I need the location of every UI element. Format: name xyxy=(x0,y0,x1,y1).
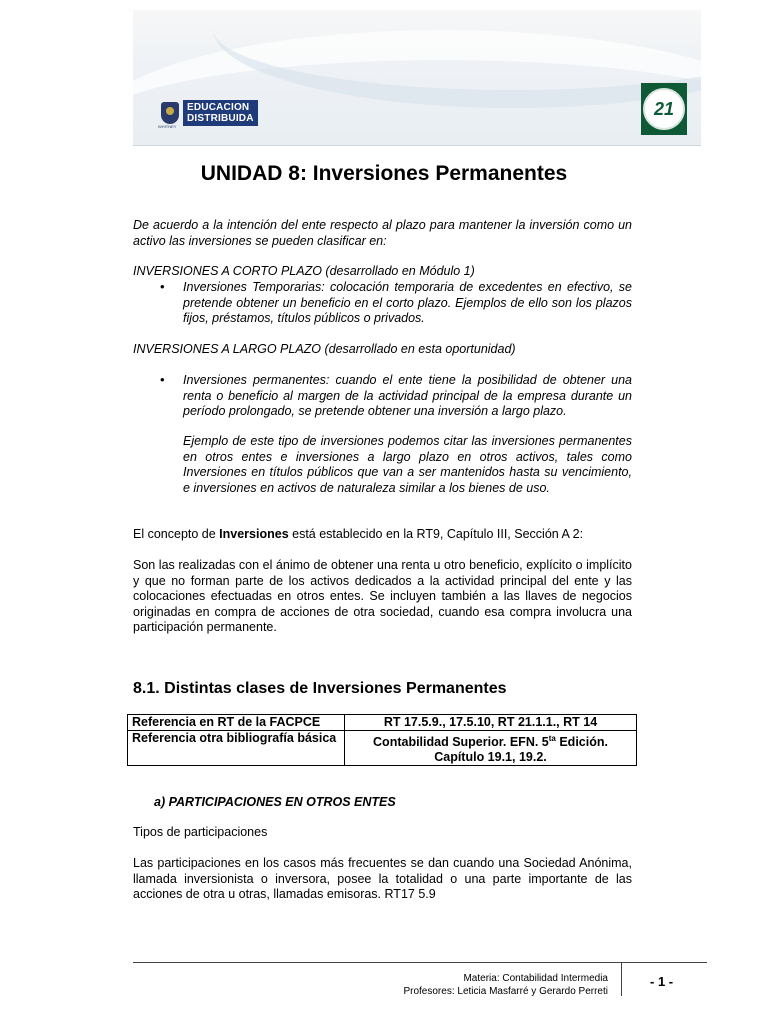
page-number: - 1 - xyxy=(650,974,674,989)
edition-superscript: ta xyxy=(548,734,556,743)
definition-paragraph: Son las realizadas con el ánimo de obtener una renta u otro beneficio, explícito o implícito y que no forman parte de los activos dedicados a la actividad principal del ente y las colocaciones efectuadas en otros entes. Se incluyen también a las llaves de negocios originadas en compra de acciones de otra sociedad, cuando esa compra involucra una participación permanente. xyxy=(133,558,632,634)
largo-plazo-heading: INVERSIONES A LARGO PLAZO (desarrollado en esta oportunidad) xyxy=(133,342,516,356)
corto-plazo-bullet: Inversiones Temporarias: colocación temporaria de excedentes en efectivo, se pretende obtener un beneficio en el corto plazo. Ejemplos de ello son los plazos fijos, préstamos, títulos públicos o privados. xyxy=(183,280,632,325)
edu-logo-box xyxy=(183,100,258,126)
edu-logo-line1: EDUCACION xyxy=(187,102,250,113)
bullet-icon: • xyxy=(160,372,165,387)
subsection-heading: a) PARTICIPACIONES EN OTROS ENTES xyxy=(154,795,396,809)
footer-profesores: Profesores: Leticia Masfarré y Gerardo Perreti xyxy=(403,986,608,997)
reference-table xyxy=(127,714,637,766)
bibliography-title: Contabilidad Superior. EFN. 5 xyxy=(373,735,549,750)
section-heading: 8.1. Distintas clases de Inversiones Permanentes xyxy=(133,680,507,697)
university-21-logo xyxy=(641,83,687,135)
bullet-icon: • xyxy=(160,279,165,294)
corto-plazo-heading: INVERSIONES A CORTO PLAZO (desarrollado en Módulo 1) xyxy=(133,264,475,278)
bibliography-chapter: Capítulo 19.1, 19.2. xyxy=(434,750,547,765)
logo-ring xyxy=(643,88,685,130)
concept-before: El concepto de xyxy=(133,527,220,541)
footer-separator xyxy=(621,962,622,996)
logo-number: 21 xyxy=(653,98,675,119)
table-cell-label: Referencia en RT de la FACPCE xyxy=(128,715,345,731)
largo-plazo-example: Ejemplo de este tipo de inversiones podemos citar las inversiones permanentes en otros entes e inversiones a largo plazo en otros activos, tales como Inversiones en títulos públicos que van a ser mantenidos hasta su vencimiento, e inversiones en activos de naturaleza similar a los bienes de uso. xyxy=(183,434,632,495)
footer-materia: Materia: Contabilidad Intermedia xyxy=(463,973,608,984)
footer-info xyxy=(403,972,608,998)
tipos-label: Tipos de participaciones xyxy=(133,825,268,839)
participaciones-paragraph: Las participaciones en los casos más frecuentes se dan cuando una Sociedad Anónima, llamada inversionista o inversora, posee la totalidad o una parte importante de las acciones de otra u otras, llamadas emisoras. RT17 5.9 xyxy=(133,856,632,901)
table-cell-value: RT 17.5.9., 17.5.10, RT 21.1.1., RT 14 xyxy=(345,715,637,731)
crest-icon xyxy=(158,102,179,129)
crest-text: WHITNEY xyxy=(158,124,177,129)
page-title: UNIDAD 8: Inversiones Permanentes xyxy=(200,162,568,185)
bibliography-edition: Edición. xyxy=(555,735,608,750)
table-row xyxy=(128,731,637,766)
table-cell-label: Referencia otra bibliografía básica xyxy=(128,731,345,766)
concept-line xyxy=(133,527,632,543)
largo-plazo-bullet: Inversiones permanentes: cuando el ente tiene la posibilidad de obtener una renta o beneficio al margen de la actividad principal de la empresa durante un período prolongado, se pretende obtener una inversión a largo plazo. xyxy=(183,373,632,418)
concept-after: está establecido en la RT9, Capítulo III, Sección A 2: xyxy=(288,527,584,541)
table-cell-value xyxy=(345,731,637,766)
educacion-distribuida-logo xyxy=(158,98,258,129)
table-row xyxy=(128,715,637,731)
intro-paragraph: De acuerdo a la intención del ente respecto al plazo para mantener la inversión como un activo las inversiones se pueden clasificar en: xyxy=(133,218,632,248)
edu-logo-line2: DISTRIBUIDA xyxy=(187,113,254,124)
concept-bold: Inversiones xyxy=(219,527,289,541)
